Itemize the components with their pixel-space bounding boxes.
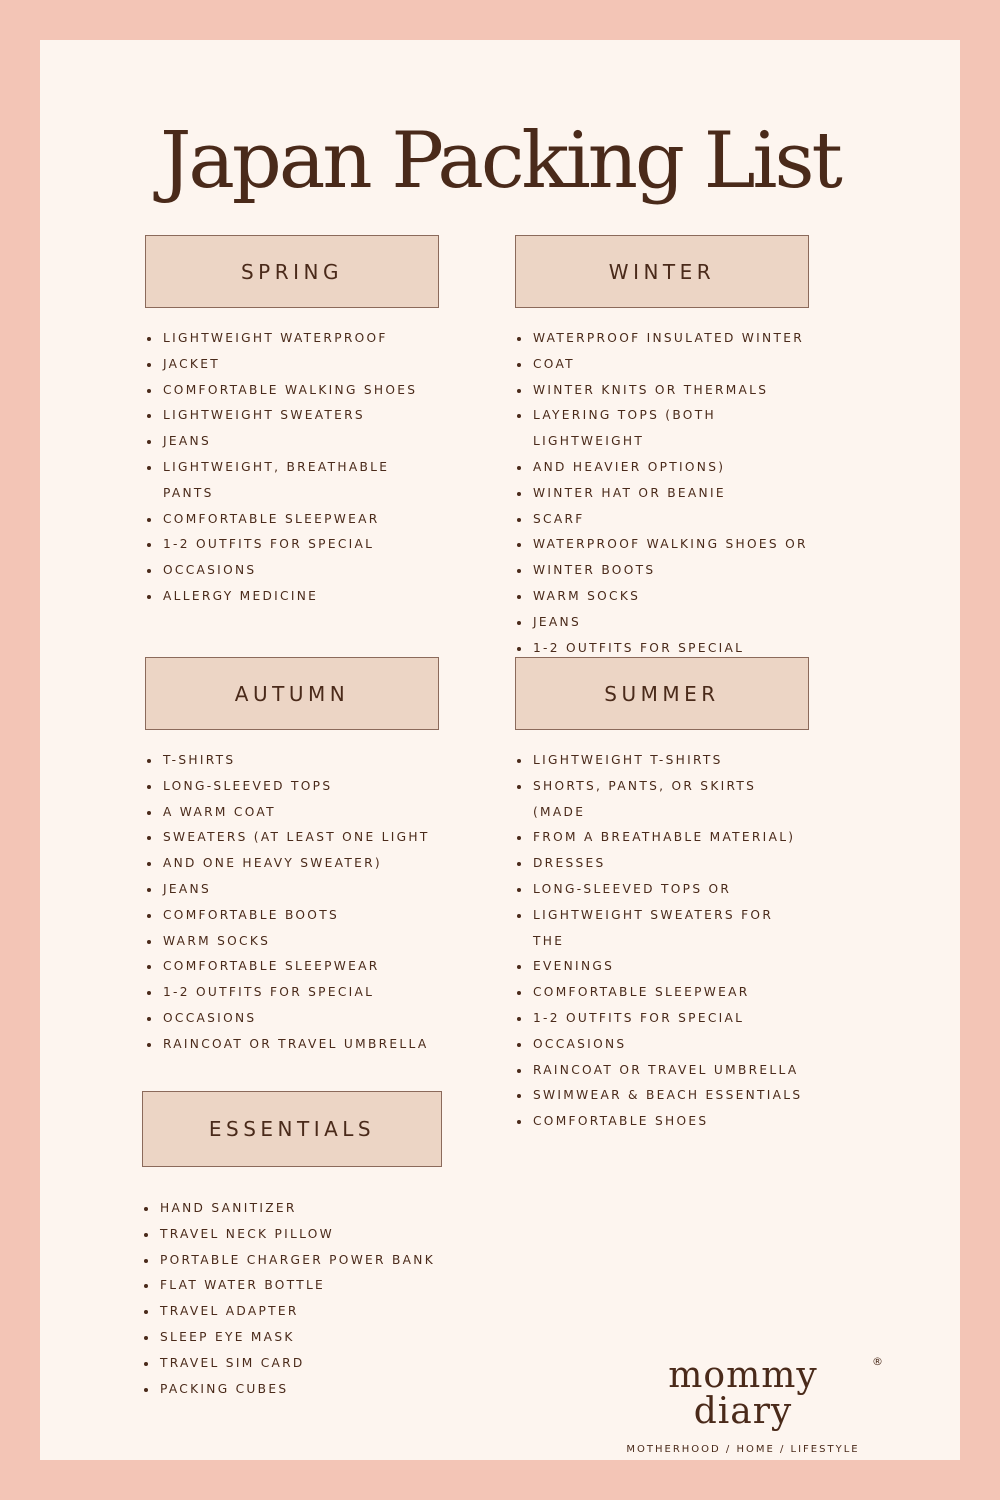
list-item: LIGHTWEIGHT T-SHIRTS: [515, 748, 809, 774]
list-item: LIGHTWEIGHT WATERPROOF: [145, 326, 439, 352]
list-item: EVENINGS: [515, 954, 809, 980]
list-item: DRESSES: [515, 851, 809, 877]
list-item: SLEEP EYE MASK: [142, 1325, 435, 1351]
section-summer: [515, 657, 809, 1129]
list-item: 1-2 OUTFITS FOR SPECIAL: [515, 636, 809, 688]
brand-name: mommy diary ®: [668, 1355, 884, 1432]
list-item: LONG-SLEEVED TOPS OR: [515, 877, 809, 903]
section-autumn: [145, 657, 439, 1051]
section-spring: [145, 235, 439, 603]
item-list: [145, 326, 439, 610]
list-item: FROM A BREATHABLE MATERIAL): [515, 825, 809, 851]
list-item: TRAVEL SIM CARD: [142, 1351, 435, 1377]
list-item: WINTER KNITS OR THERMALS: [515, 378, 809, 404]
list-item: AND HEAVIER OPTIONS): [515, 455, 809, 481]
list-item: SHORTS, PANTS, OR SKIRTS (MADE: [515, 774, 809, 826]
list-item: TRAVEL NECK PILLOW: [142, 1222, 435, 1248]
list-item: PACKING CUBES: [142, 1377, 435, 1403]
list-item: WINTER BOOTS: [515, 558, 809, 584]
list-item: COMFORTABLE SLEEPWEAR: [145, 954, 430, 980]
list-item: PORTABLE CHARGER POWER BANK: [142, 1248, 435, 1274]
registered-mark: ®: [872, 1355, 884, 1368]
list-item: LAYERING TOPS (BOTH LIGHTWEIGHT: [515, 403, 809, 455]
section-heading: AUTUMN: [145, 657, 439, 730]
list-item: WARM SOCKS: [145, 929, 430, 955]
list-item: JEANS: [145, 877, 430, 903]
list-item: COAT: [515, 352, 809, 378]
list-item: RAINCOAT OR TRAVEL UMBRELLA: [145, 1032, 430, 1058]
list-item: RAINCOAT OR TRAVEL UMBRELLA: [515, 1058, 809, 1084]
list-item: FLAT WATER BOTTLE: [142, 1273, 435, 1299]
list-item: ALLERGY MEDICINE: [145, 584, 439, 610]
list-item: COMFORTABLE SHOES: [515, 1109, 809, 1135]
list-item: 1-2 OUTFITS FOR SPECIAL: [515, 1006, 809, 1032]
list-item: SWEATERS (AT LEAST ONE LIGHT: [145, 825, 430, 851]
list-item: LIGHTWEIGHT SWEATERS FOR THE: [515, 903, 809, 955]
section-winter: [515, 235, 809, 655]
list-item: A WARM COAT: [145, 800, 430, 826]
page-title: Japan Packing List: [160, 116, 840, 206]
list-item: 1-2 OUTFITS FOR SPECIAL: [145, 980, 430, 1006]
section-heading: SUMMER: [515, 657, 809, 730]
list-item: COMFORTABLE SLEEPWEAR: [145, 507, 439, 533]
list-item: HAND SANITIZER: [142, 1196, 435, 1222]
list-item: LIGHTWEIGHT SWEATERS: [145, 403, 439, 429]
section-heading: WINTER: [515, 235, 809, 308]
section-essentials: [142, 1091, 442, 1396]
brand-tagline: MOTHERHOOD / HOME / LIFESTYLE: [626, 1444, 860, 1455]
item-list: [515, 748, 809, 1135]
packing-list-card: [40, 40, 960, 1460]
list-item: WINTER HAT OR BEANIE: [515, 481, 809, 507]
item-list: [515, 326, 809, 687]
list-item: T-SHIRTS: [145, 748, 430, 774]
list-item: AND ONE HEAVY SWEATER): [145, 851, 430, 877]
list-item: TRAVEL ADAPTER: [142, 1299, 435, 1325]
list-item: 1-2 OUTFITS FOR SPECIAL: [145, 532, 439, 558]
list-item: COMFORTABLE BOOTS: [145, 903, 430, 929]
list-item: COMFORTABLE WALKING SHOES: [145, 378, 439, 404]
list-item: COMFORTABLE SLEEPWEAR: [515, 980, 809, 1006]
list-item: SCARF: [515, 507, 809, 533]
section-heading: SPRING: [145, 235, 439, 308]
list-item: WATERPROOF INSULATED WINTER: [515, 326, 809, 352]
list-item: OCCASIONS: [145, 558, 439, 584]
item-list: [142, 1196, 435, 1402]
list-item: OCCASIONS: [145, 1006, 430, 1032]
brand-logo: [618, 1355, 884, 1455]
list-item: JACKET: [145, 352, 439, 378]
list-item: LONG-SLEEVED TOPS: [145, 774, 430, 800]
section-heading: ESSENTIALS: [142, 1091, 442, 1167]
list-item: JEANS: [515, 610, 809, 636]
list-item: SWIMWEAR & BEACH ESSENTIALS: [515, 1083, 809, 1109]
list-item: WATERPROOF WALKING SHOES OR: [515, 532, 809, 558]
list-item: WARM SOCKS: [515, 584, 809, 610]
list-item: JEANS: [145, 429, 439, 455]
item-list: [145, 748, 430, 1058]
list-item: OCCASIONS: [515, 1032, 809, 1058]
list-item: LIGHTWEIGHT, BREATHABLE PANTS: [145, 455, 439, 507]
